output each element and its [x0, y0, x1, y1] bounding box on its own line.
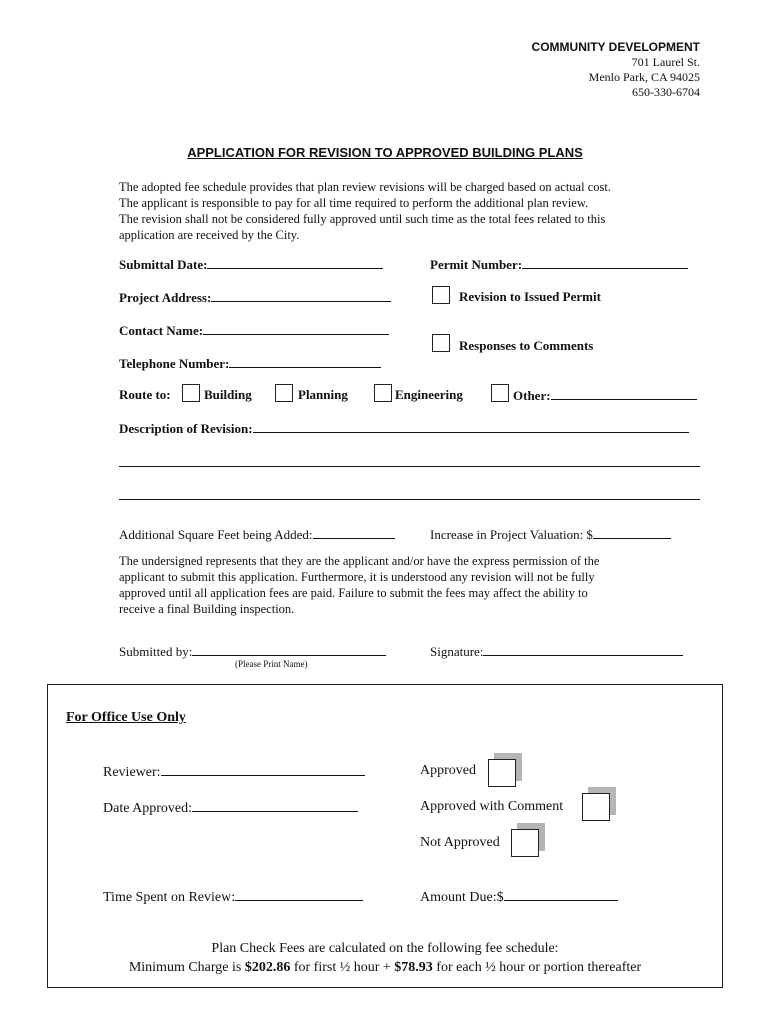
project-address-line[interactable]	[211, 289, 391, 302]
route-to-label: Route to:	[119, 387, 171, 402]
description-field[interactable]	[119, 420, 689, 437]
revision-to-issued-permit-label: Revision to Issued Permit	[459, 289, 601, 304]
fee-text: for each ½ hour or portion thereafter	[432, 960, 642, 975]
description-line-3[interactable]	[119, 487, 700, 500]
additional-sqft-label: Additional Square Feet being Added:	[119, 527, 313, 542]
checkbox-frame	[511, 829, 539, 857]
checkbox-frame	[582, 793, 610, 821]
minimum-fee: $202.86	[244, 960, 291, 975]
increase-valuation-line[interactable]	[593, 526, 671, 539]
responses-to-comments-checkbox[interactable]	[432, 334, 450, 352]
submittal-date-line[interactable]	[207, 256, 383, 269]
route-planning-label: Planning	[298, 387, 348, 402]
description-line[interactable]	[253, 420, 689, 433]
description-line-2[interactable]	[119, 454, 700, 467]
agency-phone: 650-330-6704	[632, 85, 700, 99]
telephone-number-field[interactable]	[119, 355, 381, 372]
agency-city: Menlo Park, CA 94025	[588, 70, 700, 84]
intro-line: The applicant is responsible to pay for all time required to perform the additional plan review.	[119, 196, 589, 210]
submittal-date-label: Submittal Date:	[119, 257, 208, 272]
fee-text: for first ½ hour +	[290, 960, 395, 975]
statement-line: approved until all application fees are paid. Failure to submit the fees may affect the ability to	[119, 586, 588, 600]
form-title: APPLICATION FOR REVISION TO APPROVED BUILDING PLANS	[187, 145, 583, 160]
approved-with-comment-checkbox[interactable]	[582, 793, 610, 821]
route-engineering-label: Engineering	[395, 387, 463, 402]
agency-header	[532, 40, 700, 100]
approved-with-comment-label: Approved with Comment	[420, 799, 564, 814]
route-other-label: Other:	[513, 388, 551, 403]
intro-line: application are received by the City.	[119, 228, 300, 242]
telephone-number-line[interactable]	[229, 355, 381, 368]
intro-line: The adopted fee schedule provides that plan review revisions will be charged based on actual cost.	[119, 180, 611, 194]
route-planning-checkbox[interactable]	[275, 384, 293, 402]
contact-name-line[interactable]	[203, 322, 389, 335]
project-address-field[interactable]	[119, 289, 391, 306]
applicant-statement	[119, 553, 664, 617]
date-approved-field[interactable]	[103, 799, 358, 817]
checkbox-frame	[488, 759, 516, 787]
submittal-date-field[interactable]	[119, 256, 383, 273]
statement-line: applicant to submit this application. Furthermore, it is understood any revision will not be fully	[119, 570, 595, 584]
amount-due-line[interactable]	[504, 888, 618, 901]
telephone-number-label: Telephone Number:	[119, 356, 230, 371]
submitted-by-field[interactable]	[119, 643, 386, 660]
not-approved-checkbox[interactable]	[511, 829, 539, 857]
route-engineering-checkbox[interactable]	[374, 384, 392, 402]
office-use-heading: For Office Use Only	[66, 710, 186, 725]
amount-due-label: Amount Due:$	[420, 890, 504, 905]
contact-name-label: Contact Name:	[119, 323, 204, 338]
route-other-checkbox[interactable]	[491, 384, 509, 402]
statement-line: The undersigned represents that they are the applicant and/or have the express permission of the	[119, 554, 600, 568]
agency-name: COMMUNITY DEVELOPMENT	[531, 40, 700, 54]
route-other-field[interactable]	[513, 387, 697, 404]
time-spent-field[interactable]	[103, 888, 363, 906]
submitted-by-label: Submitted by:	[119, 644, 193, 659]
not-approved-label: Not Approved	[420, 835, 500, 850]
contact-name-field[interactable]	[119, 322, 389, 339]
route-other-line[interactable]	[551, 387, 697, 400]
route-building-checkbox[interactable]	[182, 384, 200, 402]
amount-due-field[interactable]	[420, 888, 618, 906]
signature-label: Signature:	[430, 644, 484, 659]
additional-sqft-line[interactable]	[313, 526, 395, 539]
permit-number-label: Permit Number:	[430, 257, 523, 272]
agency-street: 701 Laurel St.	[631, 55, 700, 69]
increase-valuation-field[interactable]	[430, 526, 671, 543]
time-spent-label: Time Spent on Review:	[103, 890, 236, 905]
fee-schedule-line-2	[47, 960, 723, 976]
reviewer-field[interactable]	[103, 763, 365, 781]
time-spent-line[interactable]	[235, 888, 363, 901]
intro-line: The revision shall not be considered fully approved until such time as the total fees related to this	[119, 212, 606, 226]
date-approved-label: Date Approved:	[103, 801, 193, 816]
route-building-label: Building	[204, 387, 252, 402]
responses-to-comments-label: Responses to Comments	[459, 338, 594, 353]
permit-number-field[interactable]	[430, 256, 688, 273]
print-name-hint: (Please Print Name)	[235, 659, 308, 669]
submitted-by-line[interactable]	[192, 643, 386, 656]
reviewer-line[interactable]	[161, 763, 365, 776]
date-approved-line[interactable]	[192, 799, 358, 812]
half-hour-fee: $78.93	[394, 960, 433, 975]
fee-schedule-line-1: Plan Check Fees are calculated on the following fee schedule:	[211, 941, 559, 956]
approved-checkbox[interactable]	[488, 759, 516, 787]
reviewer-label: Reviewer:	[103, 765, 161, 780]
project-address-label: Project Address:	[119, 290, 212, 305]
intro-paragraph	[119, 179, 679, 243]
approved-label: Approved	[420, 763, 476, 778]
signature-field[interactable]	[430, 643, 683, 660]
fee-text: Minimum Charge is	[128, 960, 245, 975]
signature-line[interactable]	[483, 643, 683, 656]
revision-to-issued-permit-checkbox[interactable]	[432, 286, 450, 304]
permit-number-line[interactable]	[522, 256, 688, 269]
description-label: Description of Revision:	[119, 421, 253, 436]
increase-valuation-label: Increase in Project Valuation: $	[430, 527, 593, 542]
additional-sqft-field[interactable]	[119, 526, 395, 543]
statement-line: receive a final Building inspection.	[119, 602, 295, 616]
